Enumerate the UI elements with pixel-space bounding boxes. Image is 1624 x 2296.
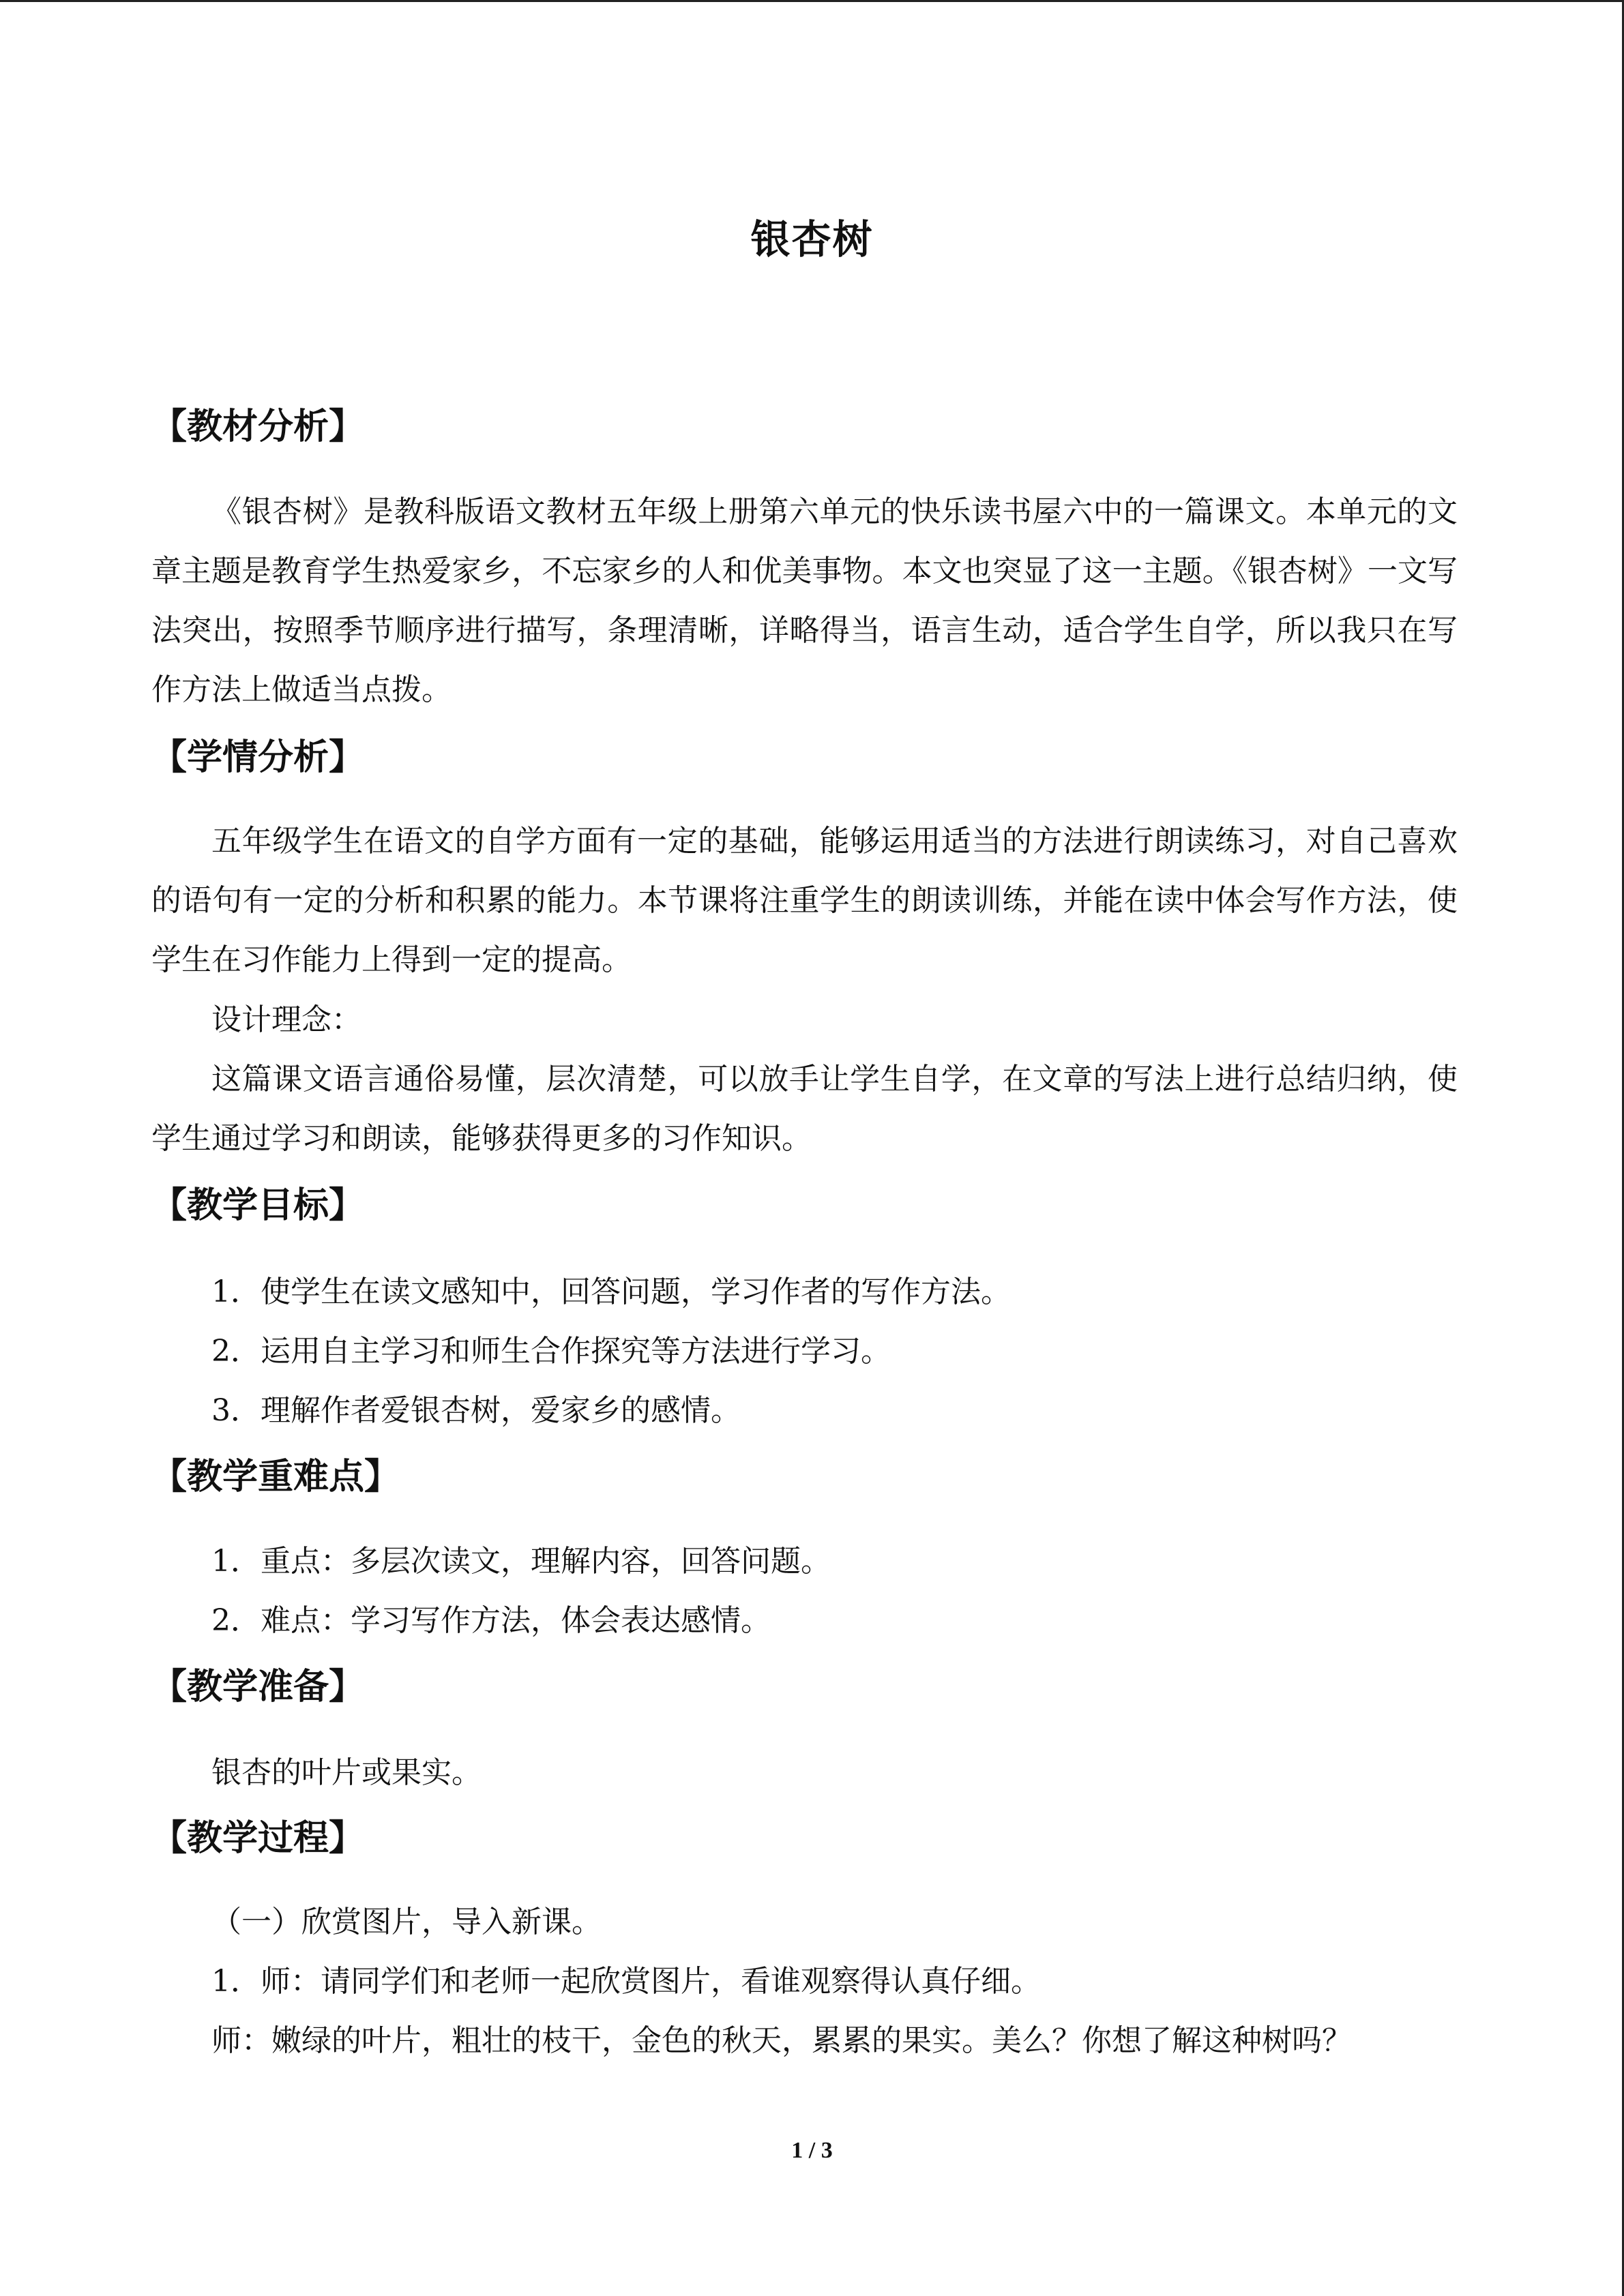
- page-number: 1 / 3: [791, 2138, 833, 2163]
- heading-objectives: 【教学目标】: [151, 1185, 365, 1226]
- paragraph-student-analysis: 五年级学生在语文的自学方面有一定的基础，能够运用适当的方法进行朗读练习，对自己喜欢的语句有一定的分析和积累的能力。本节课将注重学生的朗读训练，并能在读中体会写作方法，使学生在习作能力上得到一定的提高。: [151, 824, 1458, 977]
- heading-student-analysis: 【学情分析】: [151, 737, 365, 778]
- paragraph-design-concept: 这篇课文语言通俗易懂，层次清楚，可以放手让学生自学，在文章的写法上进行总结归纳，使学生通过学习和朗读，能够获得更多的习作知识。: [151, 1062, 1458, 1156]
- paragraph-textbook-analysis: 《银杏树》是教科版语文教材五年级上册第六单元的快乐读书屋六中的一篇课文。本单元的文章主题是教育学生热爱家乡，不忘家乡的人和优美事物。本文也突显了这一主题。《银杏树》一文写法突出，按照季节顺序进行描写，条理清晰，详略得当，语言生动，适合学生自学，所以我只在写作方法上做适当点拨。: [151, 494, 1458, 707]
- heading-textbook-analysis: 【教材分析】: [151, 406, 365, 447]
- process-line: （一）欣赏图片，导入新课。: [211, 1905, 602, 1939]
- objective-item: 1．使学生在读文感知中，回答问题，学习作者的写作方法。: [211, 1274, 1011, 1309]
- objective-item: 3．理解作者爱银杏树，爱家乡的感情。: [211, 1393, 741, 1428]
- heading-process: 【教学过程】: [151, 1818, 365, 1859]
- document-title: 银杏树: [750, 216, 874, 263]
- process-line: 1．师：请同学们和老师一起欣赏图片，看谁观察得认真仔细。: [211, 1964, 1041, 1999]
- heading-preparation: 【教学准备】: [151, 1667, 365, 1708]
- heading-key-points: 【教学重难点】: [151, 1457, 400, 1497]
- design-concept-label: 设计理念：: [211, 1002, 361, 1037]
- key-point-item: 2．难点：学习写作方法，体会表达感情。: [211, 1603, 771, 1638]
- objective-item: 2．运用自主学习和师生合作探究等方法进行学习。: [211, 1334, 891, 1369]
- preparation-text: 银杏的叶片或果实。: [211, 1755, 482, 1790]
- process-line: 师：嫩绿的叶片，粗壮的枝干，金色的秋天，累累的果实。美么？你想了解这种树吗？: [211, 2023, 1352, 2058]
- key-point-item: 1．重点：多层次读文，理解内容，回答问题。: [211, 1544, 831, 1579]
